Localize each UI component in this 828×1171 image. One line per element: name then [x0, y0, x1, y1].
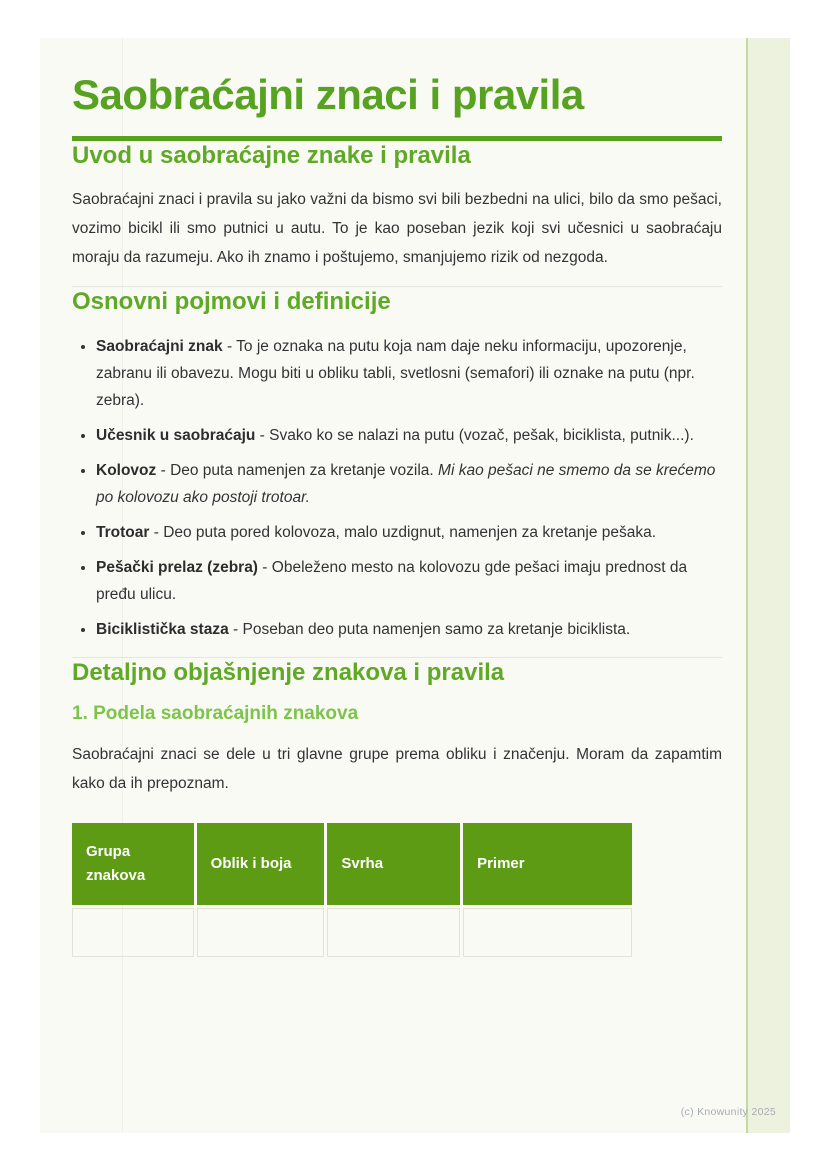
table-header-row: [72, 823, 632, 905]
term-description: Svako ko se nalazi na putu (vozač, pešak, biciklista, putnik...).: [269, 427, 694, 444]
term-label: Učesnik u saobraćaju: [96, 427, 256, 444]
term-separator: -: [257, 559, 272, 576]
page-title: Saobraćajni znaci i pravila: [72, 71, 584, 118]
list-item: [96, 616, 722, 643]
details-subheading: 1. Podela saobraćajnih znakova: [72, 703, 359, 724]
list-item: [96, 333, 722, 414]
term-description: To je oznaka na putu koja nam daje neku informaciju, upozorenje, zabranu ili obavezu. Mogu biti u obliku tabli, svetlosni (semafori) ili oznake na putu (npr. zebra).: [96, 338, 695, 409]
table-header-cell: Grupa znakova: [72, 823, 194, 905]
table-header-cell: Oblik i boja: [197, 823, 325, 905]
watermark: (c) Knowunity 2025: [680, 1106, 776, 1118]
list-item: [96, 554, 722, 608]
term-separator: -: [255, 427, 270, 444]
signs-table: [69, 820, 635, 960]
term-description: Obeleženo mesto na kolovozu gde pešaci imaju prednost da pređu ulicu.: [96, 559, 688, 603]
document-page: [40, 38, 790, 1133]
table-row: [72, 908, 632, 957]
table-body-cell: [72, 908, 194, 957]
term-description: Deo puta namenjen za kretanje vozila.: [170, 462, 439, 479]
definitions-list: [72, 333, 722, 643]
term-label: Pešački prelaz (zebra): [96, 559, 258, 576]
term-separator: -: [228, 621, 243, 638]
document-content: [72, 38, 722, 960]
table-body-cell: [463, 908, 632, 957]
details-heading: Detaljno objašnjenje znakova i pravila: [72, 659, 505, 686]
list-item: [96, 422, 722, 449]
table-body-cell: [197, 908, 325, 957]
term-label: Trotoar: [96, 524, 150, 541]
intro-heading: Uvod u saobraćajne znake i pravila: [72, 142, 471, 169]
term-separator: -: [156, 462, 171, 479]
page-right-strip: [746, 38, 790, 1133]
list-item: [96, 457, 722, 511]
table-body-cell: [327, 908, 460, 957]
term-separator: -: [222, 338, 237, 355]
details-paragraph: Saobraćajni znaci se dele u tri glavne grupe prema obliku i značenju. Moram da zapamtim kako da ih prepoznam.: [72, 746, 722, 792]
intro-paragraph: Saobraćajni znaci i pravila su jako važni da bismo svi bili bezbedni na ulici, bilo da smo pešaci, vozimo bicikl ili smo putnici u autu. To je kao poseban jezik koji svi učesnici u saobraćaju moraju da razumeju. Ako ih znamo i poštujemo, smanjujemo rizik od nezgoda.: [72, 191, 722, 266]
term-separator: -: [149, 524, 164, 541]
list-item: [96, 519, 722, 546]
term-label: Kolovoz: [96, 462, 157, 479]
term-label: Saobraćajni znak: [96, 338, 223, 355]
table-header-cell: Primer: [463, 823, 632, 905]
term-label: Biciklistička staza: [96, 621, 229, 638]
table-header-cell: Svrha: [327, 823, 460, 905]
definitions-heading: Osnovni pojmovi i definicije: [72, 288, 391, 315]
term-description: Deo puta pored kolovoza, malo uzdignut, namenjen za kretanje pešaka.: [163, 524, 657, 541]
term-description: Poseban deo puta namenjen samo za kretanje biciklista.: [242, 621, 631, 638]
term-note-italic: Mi kao pešaci ne smemo da se krećemo po kolovozu ako postoji trotoar.: [96, 462, 716, 506]
